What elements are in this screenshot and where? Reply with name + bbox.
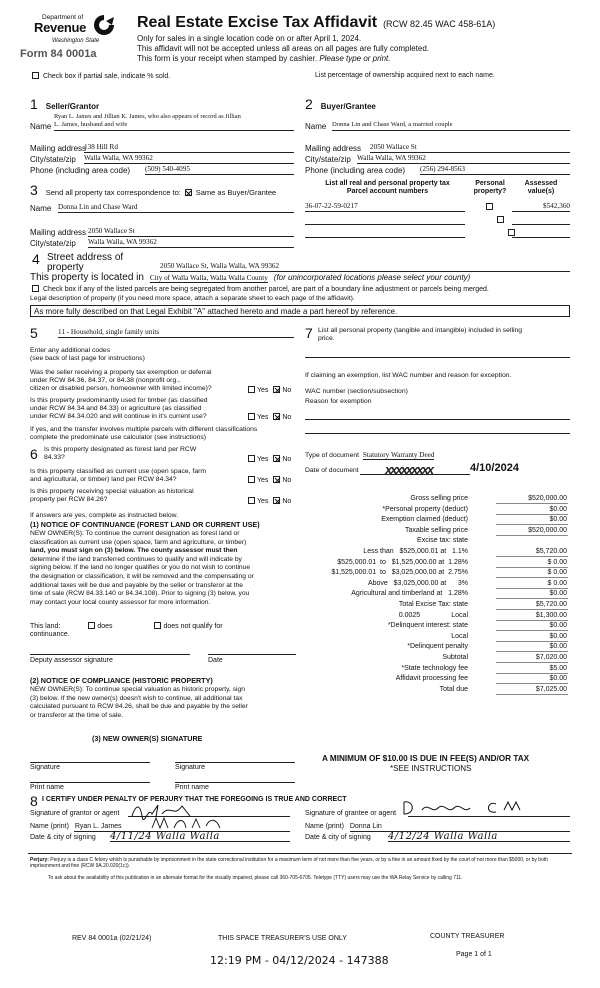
tax-row-label: $1,525,000.01 to $3,025,000.00 at 2.75%: [331, 569, 468, 577]
tax-row-label: Above $3,025,000.00 at 3%: [367, 579, 468, 587]
personal-property-text: [318, 327, 522, 343]
new-owner-sig-line-2[interactable]: [175, 755, 295, 763]
notice-compliance-line-4: or transferor at the time of sale.: [30, 711, 123, 719]
form-number: Form 84 0001a: [20, 48, 97, 60]
corr-city-field[interactable]: Walla Walla, WA 99362: [88, 238, 294, 248]
legal-description-field[interactable]: As more fully described on that Legal Exhibit "A" attached hereto and made a part hereof by reference.: [30, 305, 570, 317]
yes-label: Yes: [257, 387, 269, 394]
legal-description-label: Legal description of property (if you need more space, attach a separate sheet to each page of the affidavit).: [30, 295, 355, 302]
seller-heading: Seller/Grantor: [45, 102, 100, 111]
seller-name-label: Name: [30, 122, 52, 131]
yes-label: Yes: [257, 456, 269, 463]
grantee-date-field[interactable]: 4/12/24 Walla Walla: [388, 831, 570, 842]
header-line-1: Only for sales in a single location code on or after April 1, 2024.: [137, 34, 362, 43]
does-not-label: does not qualify for: [163, 623, 223, 630]
seller-name-field[interactable]: L. James, husband and wife: [54, 121, 294, 131]
buyer-heading: Buyer/Grantee: [320, 102, 376, 111]
tax-row-value[interactable]: $1,300.00: [496, 612, 568, 621]
exemption-no-checkbox[interactable]: [273, 386, 280, 393]
timber-yes-checkbox[interactable]: [248, 413, 255, 420]
tax-row-value[interactable]: $ 0.00: [496, 559, 568, 568]
assessed-value-field-2[interactable]: [512, 215, 570, 225]
grantor-name-scribble: [150, 816, 230, 832]
grantor-date-field[interactable]: 4/11/24 Walla Walla: [110, 831, 290, 842]
section-number-2: 2: [305, 96, 313, 112]
reason-label: Reason for exemption: [305, 398, 372, 405]
forest-question-line-2: 84.33?: [44, 453, 65, 461]
no-label: No: [282, 498, 292, 505]
forest-yes-checkbox[interactable]: [248, 455, 255, 462]
same-as-buyer-checkbox[interactable]: [185, 189, 192, 196]
located-in-label: This property is located in: [30, 272, 144, 283]
partial-sale-row: [32, 72, 170, 81]
buyer-phone-label: Phone (including area code): [305, 166, 406, 175]
receipt-text: This form is your receipt when stamped by cashier.: [137, 54, 318, 63]
grantee-name-label: Name (print): [305, 823, 344, 830]
tax-row-label: Excise tax: state: [417, 537, 468, 545]
doc-date-struck: xxxxxxxxx: [385, 462, 433, 477]
historic-yes-no: [248, 497, 291, 506]
notice-continuance-line-7: additional taxes will be due and payable by the seller or transferor at the: [30, 581, 244, 589]
header-line-3: [137, 54, 390, 63]
tax-row: [300, 622, 568, 632]
tax-row-value[interactable]: $520,000.00: [496, 495, 568, 504]
personal-property-checkbox-1[interactable]: [486, 203, 493, 210]
section-number-1: 1: [30, 96, 38, 112]
forest-question: [44, 446, 196, 462]
notice-compliance-line-2: (3) below. If the new owner(s) doesn't wish to continue, all additional tax: [30, 694, 243, 702]
section-3-header: [30, 182, 276, 198]
tax-row: [300, 548, 568, 558]
historic-yes-checkbox[interactable]: [248, 497, 255, 504]
buyer-mailing-label: Mailing address: [305, 144, 362, 153]
grantor-name-label: Name (print): [30, 823, 69, 830]
timber-no-checkbox[interactable]: [273, 413, 280, 420]
tax-row-label: Affidavit processing fee: [395, 675, 468, 683]
corr-mailing-field[interactable]: 2050 Wallace St: [88, 227, 294, 237]
dor-logo: [12, 8, 122, 64]
street-address-field[interactable]: 2050 Wallace St, Walla Walla, WA 99362: [160, 262, 570, 272]
notice-continuance-line-8: time of sale (RCW 84.33.140 or 84.34.108). Prior to signing (3) below, you: [30, 590, 250, 598]
located-in-field[interactable]: City of Walla Walla, Walla Walla County: [149, 274, 268, 282]
see-instructions-text: *SEE INSTRUCTIONS: [390, 764, 472, 773]
no-label: No: [282, 477, 292, 484]
seller-city-field[interactable]: Walla Walla, WA 99362: [84, 154, 294, 164]
forest-yes-no: [248, 455, 291, 464]
partial-sale-label: Check box if partial sale, indicate % sold.: [42, 73, 171, 80]
section-number-5: 5: [30, 325, 38, 341]
corr-mailing-label: Mailing address: [30, 228, 87, 237]
tax-row: [300, 590, 568, 600]
tax-row-label: $525,000.01 to $1,525,000.00 at 1.28%: [337, 558, 468, 566]
yes-label: Yes: [257, 498, 269, 505]
current-use-yes-checkbox[interactable]: [248, 476, 255, 483]
grantee-date-label: Date & city of signing: [305, 834, 371, 841]
signature-label-2: Signature: [175, 764, 205, 771]
no-label: No: [282, 456, 292, 463]
exemption-yes-no: [248, 386, 291, 395]
state-text: Washington State: [52, 38, 100, 44]
tax-row-value[interactable]: $0.00: [496, 643, 568, 652]
current-use-question-line-2: and agricultural, or timber) land per RCW 84.34?: [30, 475, 177, 483]
section-number-6: 6: [30, 446, 38, 462]
notice-continuance-line-3: land, you must sign on (3) below. The county assessor must then: [30, 547, 238, 555]
doc-type-field[interactable]: Statutory Warranty Deed: [362, 451, 435, 459]
tax-row-label: Subtotal: [442, 654, 468, 661]
dept-of-text: Department of: [42, 14, 84, 21]
cashier-stamp: 12:19 PM - 04/12/2024 - 147388: [210, 954, 389, 967]
tax-row-label: *Delinquent penalty: [407, 643, 468, 651]
accessibility-text: To ask about the availability of this publication in an alternate format for the visually impaired, please call 360-705-6705. Teletype (TTY) users may use the WA Relay Service by calling 711.: [48, 875, 463, 881]
personal-property-text-line-1: List all personal property (tangible and intangible) included in selling: [318, 327, 523, 334]
calculator-note-line-1: If yes, and the transfer involves multiple parcels with different classifications: [30, 426, 258, 433]
revenue-text: Revenue: [34, 20, 87, 35]
tax-row-value[interactable]: $7,020.00: [496, 654, 568, 663]
personal-property-checkbox-2[interactable]: [497, 216, 504, 223]
forest-question-line-1: Is this property designated as forest land per RCW: [44, 446, 197, 453]
type-print-text: Please type or print.: [319, 54, 391, 63]
tax-row-value[interactable]: $ 0.00: [496, 580, 568, 589]
personal-col-header-1: Personal: [475, 180, 505, 187]
tax-row-label: *State technology fee: [401, 664, 468, 672]
tax-row-label: Agricultural and timberland at 1.28%: [351, 590, 468, 598]
partial-sale-checkbox[interactable]: [32, 72, 39, 79]
current-use-question: [30, 468, 206, 484]
exemption-claim-label: If claiming an exemption, list WAC number and reason for exception.: [305, 372, 512, 379]
exemption-question-line-1: Was the seller receiving a property tax exemption or deferral: [30, 369, 212, 376]
tax-row-value[interactable]: $0.00: [496, 622, 568, 631]
exemption-question: [30, 369, 248, 392]
section-number-4: 4: [32, 251, 40, 267]
section-number-8: 8: [30, 793, 38, 809]
does-not-checkbox[interactable]: [154, 622, 161, 629]
current-use-yes-no: [248, 476, 291, 485]
assessed-value-field-3[interactable]: [512, 228, 570, 238]
wac-label: WAC number (section/subsection): [305, 388, 408, 395]
seller-mailing-field[interactable]: 138 Hill Rd: [84, 143, 294, 153]
buyer-mailing-field[interactable]: 2050 Wallace St: [370, 143, 570, 153]
buyer-section: [305, 96, 376, 112]
treasurer-use-text: THIS SPACE TREASURER'S USE ONLY: [218, 935, 347, 942]
deputy-date-line[interactable]: [208, 647, 296, 655]
tax-row-value[interactable]: $5,720.00: [496, 601, 568, 610]
parcel-account-field[interactable]: 36-07-22-59-0217: [305, 202, 465, 212]
tax-row-value[interactable]: $7,025.00: [496, 686, 568, 695]
tax-row-label: Taxable selling price: [404, 526, 468, 534]
print-name-label-2: Print name: [175, 784, 209, 791]
continuance-label: continuance.: [30, 631, 70, 638]
tax-row-value[interactable]: $0.00: [496, 590, 568, 599]
new-owner-sig-heading: (3) NEW OWNER(S) SIGNATURE: [92, 734, 203, 743]
tax-row: [300, 559, 568, 569]
tax-row-value[interactable]: $0.00: [496, 633, 568, 642]
notice-compliance-title: (2) NOTICE OF COMPLIANCE (HISTORIC PROPERTY): [30, 676, 213, 685]
assessed-col-header-2: value(s): [527, 188, 555, 196]
perjury-text: [30, 857, 570, 869]
tax-row-label: *Personal property (deduct): [382, 505, 468, 513]
correspondence-text: Send all property tax correspondence to:: [45, 188, 181, 197]
rev-number: REV 84 0001a (02/21/24): [72, 935, 152, 942]
doc-type-label: Type of document: [305, 452, 360, 459]
buyer-city-label: City/state/zip: [305, 155, 351, 164]
reason-field-2[interactable]: [305, 426, 570, 434]
land-use-code-field[interactable]: 11 - Household, single family units: [58, 328, 294, 338]
tax-row: [300, 527, 568, 537]
segregated-checkbox[interactable]: [32, 285, 39, 292]
notice-compliance-text: [30, 686, 298, 720]
parcel-account-field-2[interactable]: [305, 215, 465, 225]
tax-row: [300, 612, 568, 622]
current-use-question-line-1: Is this property classified as current use (open space, farm: [30, 468, 207, 475]
notice-continuance-line-1: NEW OWNER(S): To continue the current designation as forest land or: [30, 530, 240, 537]
historic-question: [30, 488, 194, 504]
notice-continuance-title: (1) NOTICE OF CONTINUANCE (FOREST LAND OR CURRENT USE): [30, 520, 260, 529]
no-label: No: [282, 387, 292, 394]
tax-row-value[interactable]: $5,720.00: [496, 548, 568, 557]
tax-row: [300, 686, 568, 696]
tax-row: [300, 537, 568, 547]
buyer-city-field[interactable]: Walla Walla, WA 99362: [357, 154, 570, 164]
tax-row-value[interactable]: $0.00: [496, 516, 568, 525]
tax-row: [300, 601, 568, 611]
buyer-phone-field[interactable]: (256) 294-8563: [420, 165, 570, 175]
parcel-account-field-3[interactable]: [305, 228, 465, 238]
corr-name-field[interactable]: Donna Lin and Chase Ward: [58, 203, 294, 213]
section-number-3: 3: [30, 182, 38, 198]
tax-row: [300, 580, 568, 590]
doc-date-label: Date of document: [305, 467, 359, 474]
form-title: [137, 14, 495, 32]
print-name-label-1: Print name: [30, 784, 64, 791]
grantee-signature-scribble: [400, 798, 540, 818]
notice-continuance-line-6: the designation or classification, it will be removed and the compensating or: [30, 572, 254, 580]
tax-row-value[interactable]: $5.00: [496, 665, 568, 674]
exemption-question-line-3: citizen or disabled person, homeowner with limited income)?: [30, 384, 212, 392]
yes-label: Yes: [257, 414, 269, 421]
tax-row: [300, 516, 568, 526]
tax-row-value[interactable]: $520,000.00: [496, 527, 568, 536]
grantor-sig-label: Signature of grantor or agent: [30, 810, 120, 817]
grantor-date-label: Date & city of signing: [30, 834, 96, 841]
tax-row: [300, 633, 568, 643]
parcel-col-header: [305, 180, 470, 196]
notice-continuance-line-9: may contact your local county assessor for more information.: [30, 598, 211, 606]
revenue-swoosh-icon: [92, 13, 116, 37]
header-line-2: This affidavit will not be accepted unless all areas on all pages are fully completed.: [137, 44, 430, 53]
parcel-col-header-1: List all real and personal property tax: [325, 180, 450, 187]
tax-row-label: Total Excise Tax: state: [398, 601, 468, 608]
tax-row: [300, 665, 568, 675]
timber-question-line-2: under RCW 84.34 and 84.33) or agriculture (as classified: [30, 404, 202, 412]
personal-property-text-line-2: price.: [318, 334, 335, 342]
tax-row: [300, 675, 568, 685]
personal-property-field[interactable]: [305, 350, 570, 358]
this-land-row: [30, 622, 223, 631]
segregated-row: [32, 285, 489, 294]
forest-no-checkbox[interactable]: [273, 455, 280, 462]
historic-question-line-1: Is this property receiving special valuation as historical: [30, 488, 194, 495]
grantee-name-field[interactable]: Donna Lin: [349, 823, 382, 830]
reason-field[interactable]: [305, 412, 570, 420]
located-in-row: [30, 272, 470, 284]
located-in-note: (for unincorporated locations please select your county): [273, 273, 471, 282]
seller-name-line-1: Ryan L. James and Jillian K. James, who also appears of record as Jillian: [54, 113, 241, 120]
buyer-name-label: Name: [305, 122, 327, 131]
street-address-label-2: property: [47, 262, 84, 273]
notice-continuance-text: [30, 530, 298, 607]
notice-compliance-line-1: NEW OWNER(S): To continue special valuation as historic property, sign: [30, 686, 245, 693]
page-number: Page 1 of 1: [456, 951, 492, 958]
notice-continuance-line-2: classification as current use (open space, farm and agriculture, or timber): [30, 538, 247, 546]
tax-row-value[interactable]: $ 0.00: [496, 569, 568, 578]
historic-question-line-2: property per RCW 84.26?: [30, 495, 108, 503]
tax-row: [300, 643, 568, 653]
tax-row-label: Exemption claimed (deduct): [381, 516, 468, 524]
no-label: No: [282, 414, 292, 421]
same-as-buyer-label: Same as Buyer/Grantee: [195, 188, 277, 197]
doc-date-underline: [360, 473, 470, 475]
minimum-due-text: A MINIMUM OF $10.00 IS DUE IN FEE(S) AND/OR TAX: [322, 754, 530, 763]
parcel-col-header-2: Parcel account numbers: [346, 188, 429, 196]
tax-row-label: 0.0025 Local: [398, 611, 468, 619]
assessed-value-field[interactable]: $542,360: [512, 202, 570, 212]
assessed-col-header: [512, 180, 570, 196]
assessed-col-header-1: Assessed: [524, 180, 558, 187]
seller-city-label: City/state/zip: [30, 155, 76, 164]
doc-date-value[interactable]: 4/10/2024: [470, 462, 519, 474]
historic-no-checkbox[interactable]: [273, 497, 280, 504]
signature-label-1: Signature: [30, 764, 60, 771]
deputy-sig-label: Deputy assessor signature: [30, 657, 113, 664]
tax-row-label: Gross selling price: [410, 495, 468, 502]
grantee-sig-label: Signature of grantee or agent: [305, 810, 397, 817]
notice-compliance-line-3: calculated pursuant to RCW 84.26, shall be due and payable by the seller: [30, 703, 248, 711]
section-number-7: 7: [305, 325, 313, 341]
footer-divider: [28, 853, 572, 854]
rcw-text: (RCW 82.45 WAC 458-61A): [383, 19, 496, 29]
doc-type-row: [305, 451, 434, 460]
tax-row-label: *Delinquent interest: state: [387, 622, 468, 630]
perjury-label: Perjury:: [30, 857, 49, 863]
yes-label: Yes: [257, 477, 269, 484]
current-use-no-checkbox[interactable]: [273, 476, 280, 483]
personal-col-header: [470, 180, 510, 196]
personal-col-header-2: property?: [473, 188, 507, 196]
buyer-name-field[interactable]: Donna Lin and Chase Ward, a married couple: [332, 121, 570, 131]
deputy-sig-line[interactable]: [30, 647, 190, 655]
exemption-yes-checkbox[interactable]: [248, 386, 255, 393]
additional-codes-label-1: Enter any additional codes: [30, 347, 111, 354]
segregated-label: Check box if any of the listed parcels are being segregated from another parcel, are part of a boundary line adjustment or parcels being merged.: [42, 286, 489, 293]
tax-row: [300, 569, 568, 579]
deputy-date-label: Date: [208, 657, 223, 664]
calculator-note: [30, 426, 257, 442]
corr-name-label: Name: [30, 204, 52, 213]
ownership-note: List percentage of ownership acquired next to each name.: [315, 72, 495, 79]
notice-continuance-line-5: signing below. If the land no longer qualifies or you do not wish to continue: [30, 564, 251, 572]
tax-row-value[interactable]: $0.00: [496, 506, 568, 515]
street-address-label-1: Street address of: [47, 252, 124, 263]
timber-question: [30, 397, 248, 420]
tax-row: [300, 654, 568, 664]
title-text: Real Estate Excise Tax Affidavit: [137, 14, 378, 31]
does-label: does: [97, 623, 113, 630]
does-checkbox[interactable]: [88, 622, 95, 629]
additional-codes-label-2: (see back of last page for instructions): [30, 355, 145, 362]
answer-note: If answers are yes, complete as instructed below.: [30, 512, 179, 519]
seller-phone-field[interactable]: (509) 540-4095: [145, 165, 294, 175]
tax-row-label: Local: [451, 632, 468, 640]
seller-phone-label: Phone (including area code): [30, 166, 131, 175]
exemption-question-line-2: under RCW 84.36, 84.37, or 84.38 (nonprofit org.,: [30, 376, 180, 384]
timber-question-line-3: under RCW 84.34.020 and will continue in it's current use?: [30, 412, 207, 420]
tax-row-label: Total due: [439, 685, 468, 693]
perjury-body: Perjury is a class C felony which is punishable by imprisonment in the state correctional institution for a maximum term of not more than five years, or by a fine in an amount fixed by the court of not more than $5000, or by both imprisonment and fine (RCW 9A.20.020(1c)).: [30, 857, 549, 870]
certify-text: I CERTIFY UNDER PENALTY OF PERJURY THAT THE FOREGOING IS TRUE AND CORRECT: [42, 796, 347, 803]
seller-mailing-label: Mailing address: [30, 144, 87, 153]
print-name-line-1[interactable]: [30, 775, 150, 783]
county-treasurer-text: COUNTY TREASURER: [430, 933, 505, 940]
notice-continuance-line-4: determine if the land transferred continues to qualify and will indicate by: [30, 555, 242, 563]
timber-yes-no: [248, 413, 291, 422]
corr-city-label: City/state/zip: [30, 239, 76, 248]
this-land-label: This land:: [30, 623, 61, 630]
seller-section: [30, 96, 292, 112]
print-name-line-2[interactable]: [175, 775, 295, 783]
calculator-note-line-2: complete the predominate use calculator (see instructions): [30, 433, 207, 441]
tax-row-value[interactable]: $0.00: [496, 675, 568, 684]
grantor-name-field[interactable]: Ryan L. James: [74, 823, 122, 830]
tax-row: [300, 495, 568, 505]
new-owner-sig-line-1[interactable]: [30, 755, 150, 763]
tax-row: [300, 506, 568, 516]
tax-row-label: Less than $525,000.01 at 1.1%: [363, 548, 468, 555]
timber-question-line-1: Is this property predominantly used for timber (as classified: [30, 397, 208, 404]
